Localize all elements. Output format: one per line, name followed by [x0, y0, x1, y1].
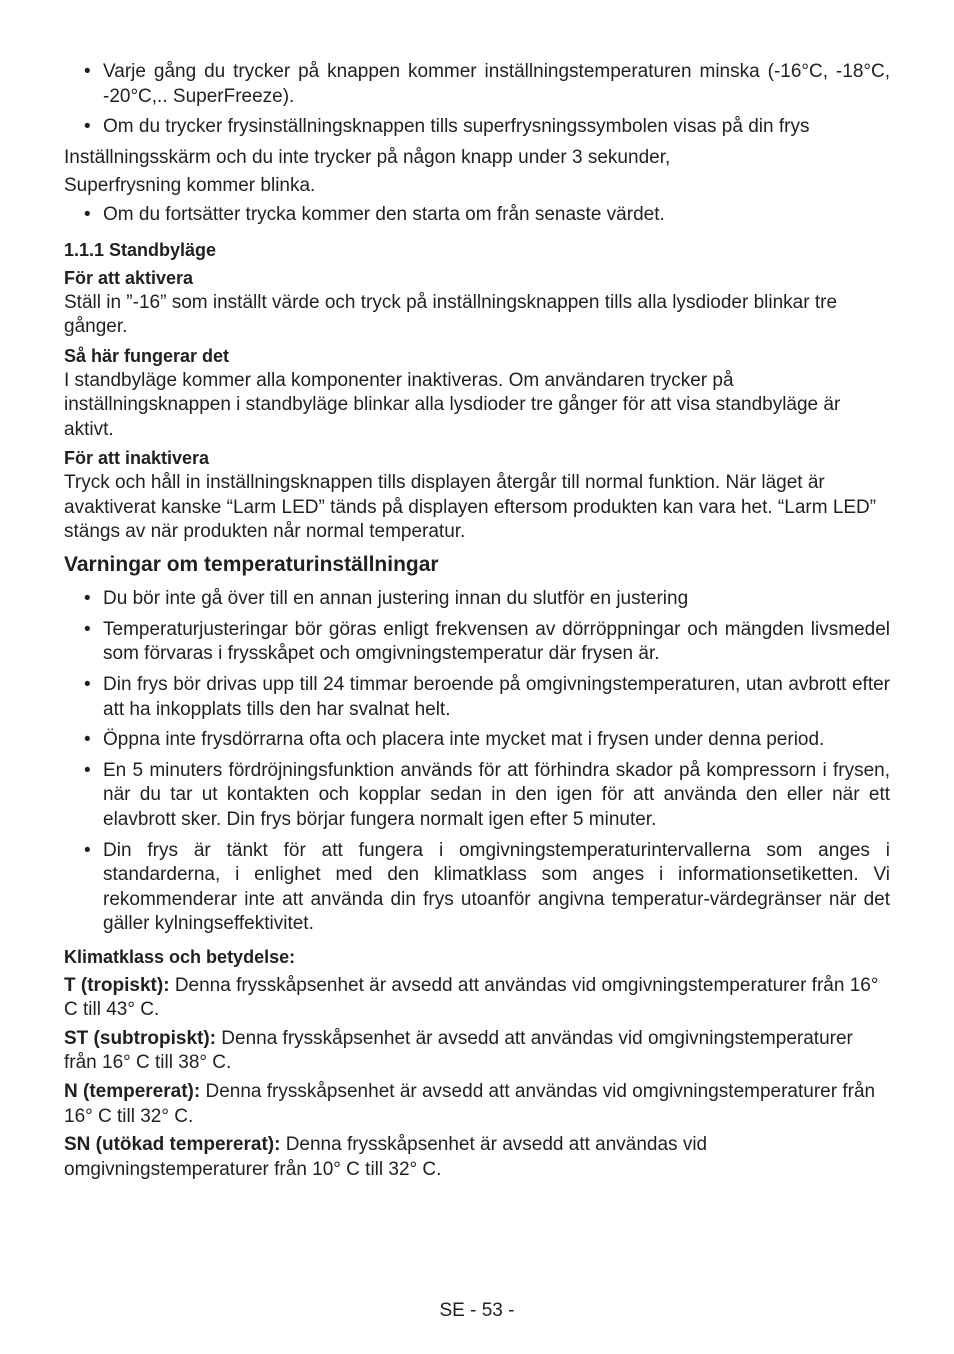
- klimat-class-sn: [64, 1133, 890, 1182]
- klimat-class-st: [64, 1027, 890, 1076]
- klimat-class-name: N (tempererat):: [64, 1080, 201, 1102]
- klimat-class-text: Denna frysskåpsenhet är avsedd att användas vid omgivningstemperaturer från 16° C till 38° C.: [64, 1027, 853, 1074]
- paragraph-how-it-works: I standbyläge kommer alla komponenter inaktiveras. Om användaren trycker på inställningsknappen i standbyläge blinkar alla lysdioder tre gånger för att visa standbyläge är aktivt.: [64, 369, 841, 440]
- list-item: • Öppna inte frysdörrarna ofta och placera inte mycket mat i frysen under denna period.: [64, 728, 890, 753]
- list-item: • Om du trycker frysinställningsknappen tills superfrysningssymbolen visas på din frys: [64, 115, 890, 140]
- klimat-class-name: ST (subtropiskt):: [64, 1027, 216, 1049]
- section-title-warnings: Varningar om temperaturinställningar: [64, 552, 439, 576]
- list-item: • Din frys bör drivas upp till 24 timmar beroende på omgivningstemperaturen, utan avbrott efter att ha inkopplats tills den har svalnat helt.: [64, 673, 890, 722]
- warnings-list: [64, 587, 890, 937]
- list-item: • Du bör inte gå över till en annan justering innan du slutför en justering: [64, 587, 890, 612]
- section-heading-standby: 1.1.1 Standbyläge: [64, 239, 217, 260]
- klimat-heading: Klimatklass och betydelse:: [64, 947, 296, 967]
- paragraph: Superfrysning kommer blinka.: [64, 175, 316, 197]
- paragraph-activate: Ställ in ”-16” som inställt värde och tryck på inställningsknappen tills alla lysdioder blinkar tre gånger.: [64, 291, 838, 338]
- klimat-list: [64, 974, 890, 1183]
- paragraph-deactivate: Tryck och håll in inställningsknappen tills displayen återgår till normal funktion. När läget är avaktiverat kanske “Larm LED” tänds på displayen eftersom produkten kan vara het. “Larm LED” stängs av när produkten når normal temperatur.: [64, 471, 877, 543]
- klimat-class-n: [64, 1080, 890, 1129]
- list-item: • Din frys är tänkt för att fungera i omgivningstemperaturintervallerna som anges i standarderna, i enlighet med den klimatklass som anges i informationsetiketten. Vi rekommenderar inte att använda din frys utoanför angivna temperatur-värdegränser när det gäller kylningseffektivitet.: [64, 839, 890, 937]
- list-item: • Varje gång du trycker på knappen kommer inställningstemperaturen minska (-16°C, -18°C, -20°C,.. SuperFreeze).: [64, 60, 890, 109]
- list-item: • En 5 minuters fördröjningsfunktion används för att förhindra skador på kompressorn i frysen, när du tar ut kontakten och kopplar sedan in den igen för att använda den eller när ett elavbrott sker. Din frys börjar fungera normalt igen efter 5 minuter.: [64, 759, 890, 833]
- bullet-list-top: [64, 60, 890, 140]
- paragraph: Inställningsskärm och du inte trycker på någon knapp under 3 sekunder,: [64, 146, 671, 168]
- label-deactivate: För att inaktivera: [64, 448, 210, 469]
- klimat-class-text: Denna frysskåpsenhet är avsedd att användas vid omgivningstemperaturer från 16° C till 32° C.: [64, 1080, 876, 1127]
- klimat-class-name: SN (utökad tempererat):: [64, 1134, 281, 1156]
- klimat-class-name: T (tropiskt):: [64, 974, 170, 996]
- label-activate: För att aktivera: [64, 268, 194, 289]
- klimat-class-text: Denna frysskåpsenhet är avsedd att användas vid omgivningstemperaturer från 10° C till 32° C.: [64, 1134, 708, 1180]
- list-item: • Temperaturjusteringar bör göras enligt frekvensen av dörröppningar och mängden livsmedel som förvaras i frysskåpet och omgivningstemperatur där frysen är.: [64, 618, 890, 667]
- label-how-it-works: Så här fungerar det: [64, 345, 230, 366]
- bullet-list-after: [64, 203, 890, 228]
- klimat-class-text: Denna frysskåpsenhet är avsedd att användas vid omgivningstemperaturer från 16° C till 43° C.: [64, 974, 879, 1021]
- document-page: [64, 60, 890, 1182]
- list-item: • Om du fortsätter trycka kommer den starta om från senaste värdet.: [64, 203, 890, 228]
- klimat-class-t: [64, 974, 890, 1023]
- page-number: SE - 53 -: [439, 1300, 515, 1321]
